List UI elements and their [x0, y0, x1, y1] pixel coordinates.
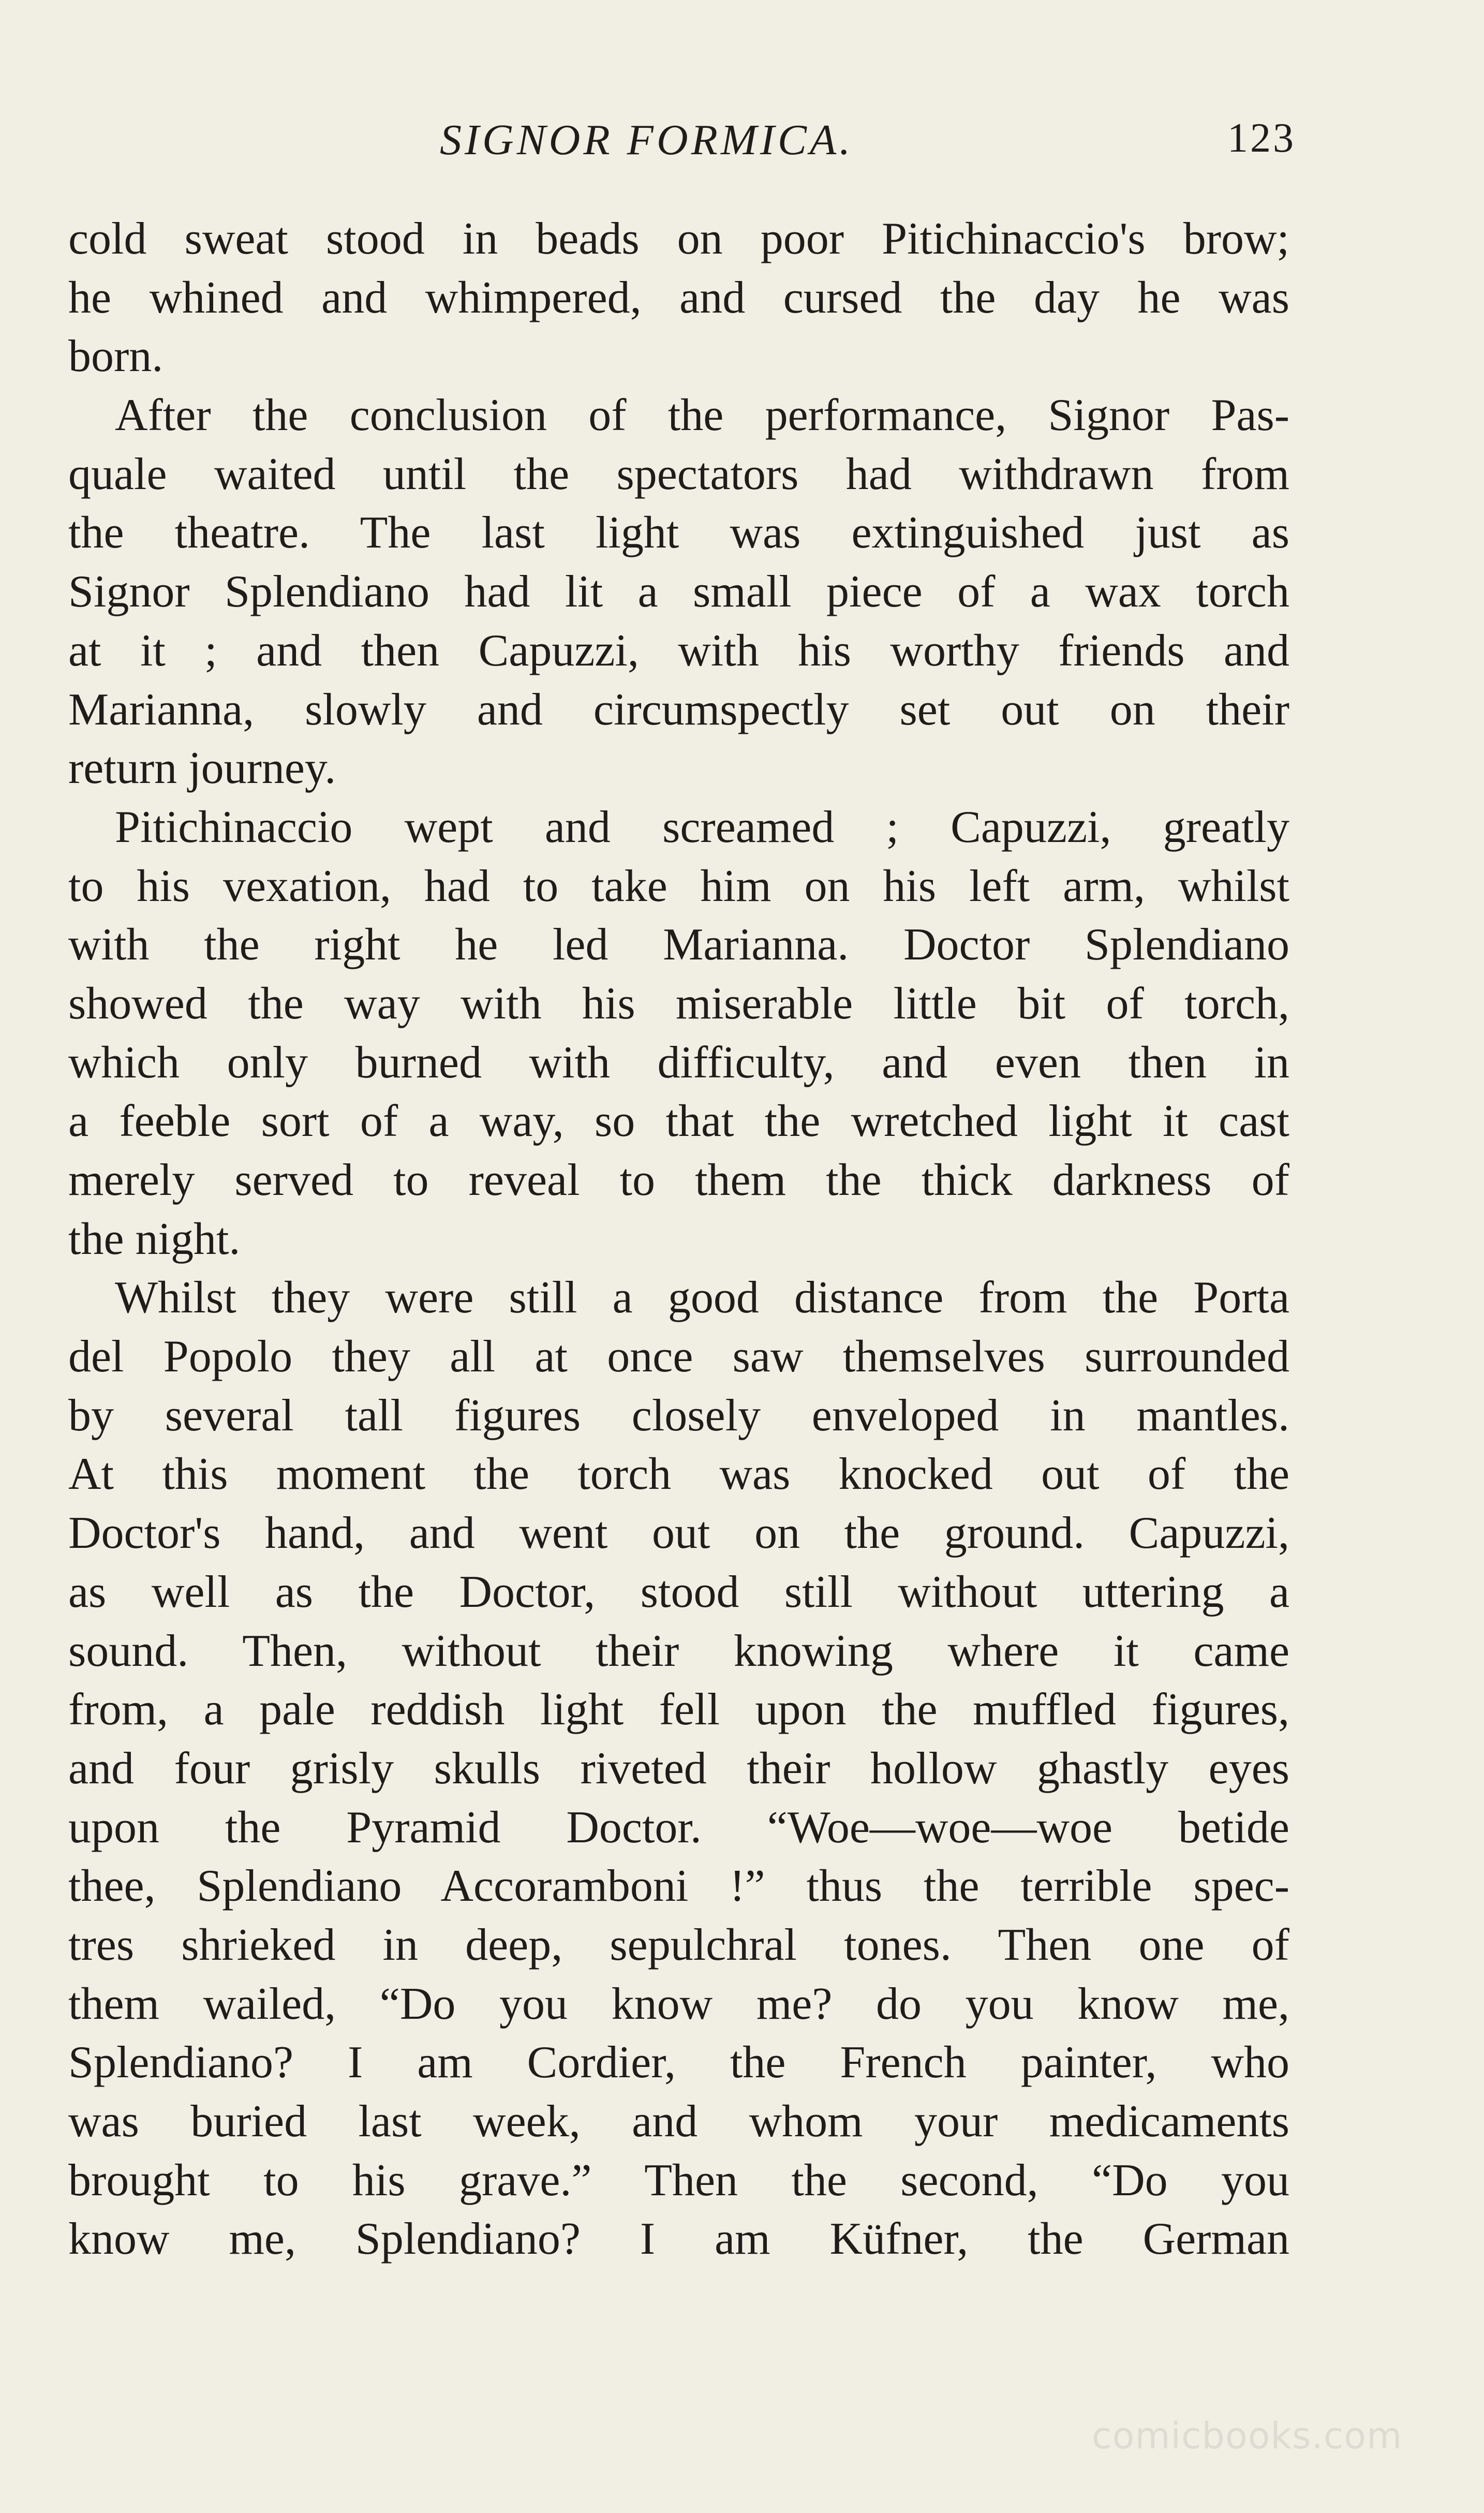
page-number: 123 — [1227, 115, 1296, 161]
text-line: and four grisly skulls riveted their hollow ghastly eyes — [68, 1743, 1289, 1794]
text-line: quale waited until the spectators had withdrawn from — [68, 449, 1289, 499]
text-line: merely served to reveal to them the thick darkness of — [68, 1155, 1289, 1205]
page-header — [0, 115, 1484, 172]
text-line: by several tall figures closely enveloped in mantles. — [68, 1390, 1289, 1441]
text-line: cold sweat stood in beads on poor Pitichinaccio's brow; — [68, 214, 1289, 264]
text-line: Splendiano? I am Cordier, the French painter, who — [68, 2037, 1289, 2088]
text-line: with the right he led Marianna. Doctor Splendiano — [68, 920, 1289, 970]
text-line: brought to his grave.” Then the second, “Do you — [68, 2155, 1289, 2206]
text-line: return journey. — [68, 743, 336, 794]
text-line: the night. — [68, 1214, 241, 1264]
text-line: born. — [68, 331, 164, 382]
text-line: them wailed, “Do you know me? do you know me, — [68, 1978, 1289, 2029]
text-line: After the conclusion of the performance, Signor Pas- — [115, 390, 1289, 441]
text-line: Marianna, slowly and circumspectly set out on their — [68, 684, 1289, 735]
body-text — [68, 210, 1289, 2269]
text-line: upon the Pyramid Doctor. “Woe—woe—woe betide — [68, 1802, 1289, 1853]
text-line: from, a pale reddish light fell upon the muffled figures, — [68, 1684, 1289, 1735]
text-line: was buried last week, and whom your medicaments — [68, 2096, 1289, 2147]
text-line: tres shrieked in deep, sepulchral tones. Then one of — [68, 1919, 1289, 1970]
text-line: a feeble sort of a way, so that the wretched light it cast — [68, 1096, 1289, 1147]
text-line: as well as the Doctor, stood still without uttering a — [68, 1566, 1289, 1617]
text-line: thee, Splendiano Accoramboni !” thus the terrible spec- — [68, 1861, 1289, 1912]
text-line: which only burned with difficulty, and even then in — [68, 1037, 1289, 1088]
text-line: know me, Splendiano? I am Küfner, the German — [68, 2214, 1289, 2265]
text-line: Signor Splendiano had lit a small piece of a wax torch — [68, 567, 1289, 617]
running-title: SIGNOR FORMICA. — [440, 116, 854, 164]
text-line: at it ; and then Capuzzi, with his worthy friends and — [68, 625, 1289, 676]
text-line: the theatre. The last light was extinguished just as — [68, 508, 1289, 558]
text-line: to his vexation, had to take him on his left arm, whilst — [68, 861, 1289, 911]
text-line: Whilst they were still a good distance from the Porta — [115, 1273, 1289, 1323]
watermark-text: comicbooks.com — [1092, 2415, 1403, 2457]
text-line: Pitichinaccio wept and screamed ; Capuzzi, greatly — [115, 802, 1289, 852]
text-line: At this moment the torch was knocked out of the — [68, 1449, 1289, 1500]
text-line: showed the way with his miserable little bit of torch, — [68, 978, 1289, 1029]
text-line: del Popolo they all at once saw themselves surrounded — [68, 1332, 1289, 1382]
text-line: sound. Then, without their knowing where it came — [68, 1625, 1289, 1676]
text-line: Doctor's hand, and went out on the ground. Capuzzi, — [68, 1508, 1289, 1559]
text-line: he whined and whimpered, and cursed the day he was — [68, 272, 1289, 323]
